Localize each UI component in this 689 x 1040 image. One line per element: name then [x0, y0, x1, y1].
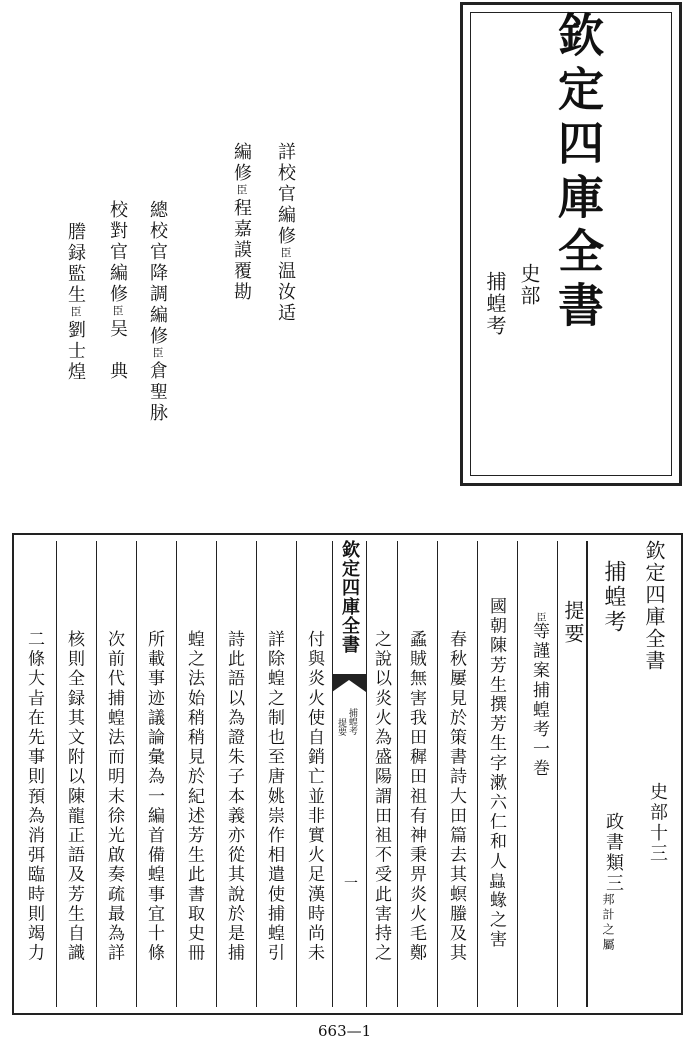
margin-leaf-number: 一 — [344, 876, 358, 892]
text-column-4: 蟊賊無害我田穉田祖有神秉畀炎火毛鄭 — [406, 630, 426, 964]
margin-subtitle-abstract: 提要 — [336, 718, 346, 736]
credit-line-chief-collator: 總校官降調編修臣倉聖脉 — [147, 200, 168, 424]
page-book-title: 捕蝗考 — [601, 560, 626, 635]
page-number: 663—1 — [318, 1022, 372, 1040]
text-column-8: 詩此語以為證朱子本義亦從其說於是捕 — [224, 630, 244, 964]
header-rule — [586, 541, 588, 1007]
column-rule — [176, 541, 177, 1007]
page-subcategory: 邦計之屬 — [601, 893, 615, 953]
column-rule — [366, 541, 367, 1007]
credit-line-collator: 校對官編修臣吴 典 — [107, 200, 128, 382]
column-rule — [216, 541, 217, 1007]
column-rule — [332, 541, 333, 1007]
text-column-10: 所載事迹議論彙為一編首備蝗事宜十條 — [144, 630, 164, 964]
credit-line-copyist: 謄録監生臣劉士煌 — [65, 222, 86, 383]
text-column-11: 次前代捕蝗法而明末徐光啟奏疏最為詳 — [104, 630, 124, 964]
text-column-3: 春秋屢見於策書詩大田篇去其螟螣及其 — [446, 630, 466, 964]
text-column-9: 蝗之法始稍稍見於紀述芳生此書取史冊 — [184, 630, 204, 964]
column-rule — [256, 541, 257, 1007]
fishtail-mark-icon — [332, 674, 366, 692]
column-rule — [477, 541, 478, 1007]
margin-title: 欽定四庫全書 — [339, 540, 360, 654]
column-rule — [296, 541, 297, 1007]
credit-line-proofreader: 詳校官編修臣温汝适 — [275, 142, 296, 324]
column-rule — [557, 541, 558, 1007]
text-column-7: 詳除蝗之制也至唐姚崇作相遣使捕蝗引 — [264, 630, 284, 964]
page-category: 政書類三 — [603, 812, 624, 895]
credit-line-editor: 編修臣程嘉謨覆勘 — [231, 142, 252, 303]
cover-section-label: 史部 — [517, 263, 541, 307]
column-rule — [517, 541, 518, 1007]
cover-series-title: 欽定四庫全書 — [551, 11, 605, 335]
column-rule — [136, 541, 137, 1007]
cover-book-title: 捕蝗考 — [483, 271, 507, 337]
text-column-1: 臣等謹案捕蝗考一巻 — [529, 612, 549, 779]
margin-subtitle-book: 捕蝗考 — [347, 708, 357, 735]
column-rule — [96, 541, 97, 1007]
text-column-5: 之說以炎火為盛陽謂田祖不受此害持之 — [371, 630, 391, 964]
column-rule — [56, 541, 57, 1007]
text-column-13: 二條大㫖在先事則預為消弭臨時則竭力 — [24, 630, 44, 964]
column-rule — [437, 541, 438, 1007]
cover-label-box — [460, 2, 682, 486]
page-heading-series: 欽定四庫全書 — [642, 540, 666, 672]
column-rule — [397, 541, 398, 1007]
page-heading-section: 史部十三 — [647, 782, 668, 865]
text-column-2: 國朝陳芳生撰芳生字漱六仁和人𧒂蝝之害 — [486, 597, 506, 950]
text-column-12: 核則全録其文附以陳龍正語及芳生自識 — [64, 630, 84, 964]
text-column-6: 付與炎火使自銷亡並非實火足漢時尚未 — [304, 630, 324, 964]
abstract-label: 提要 — [561, 600, 585, 646]
